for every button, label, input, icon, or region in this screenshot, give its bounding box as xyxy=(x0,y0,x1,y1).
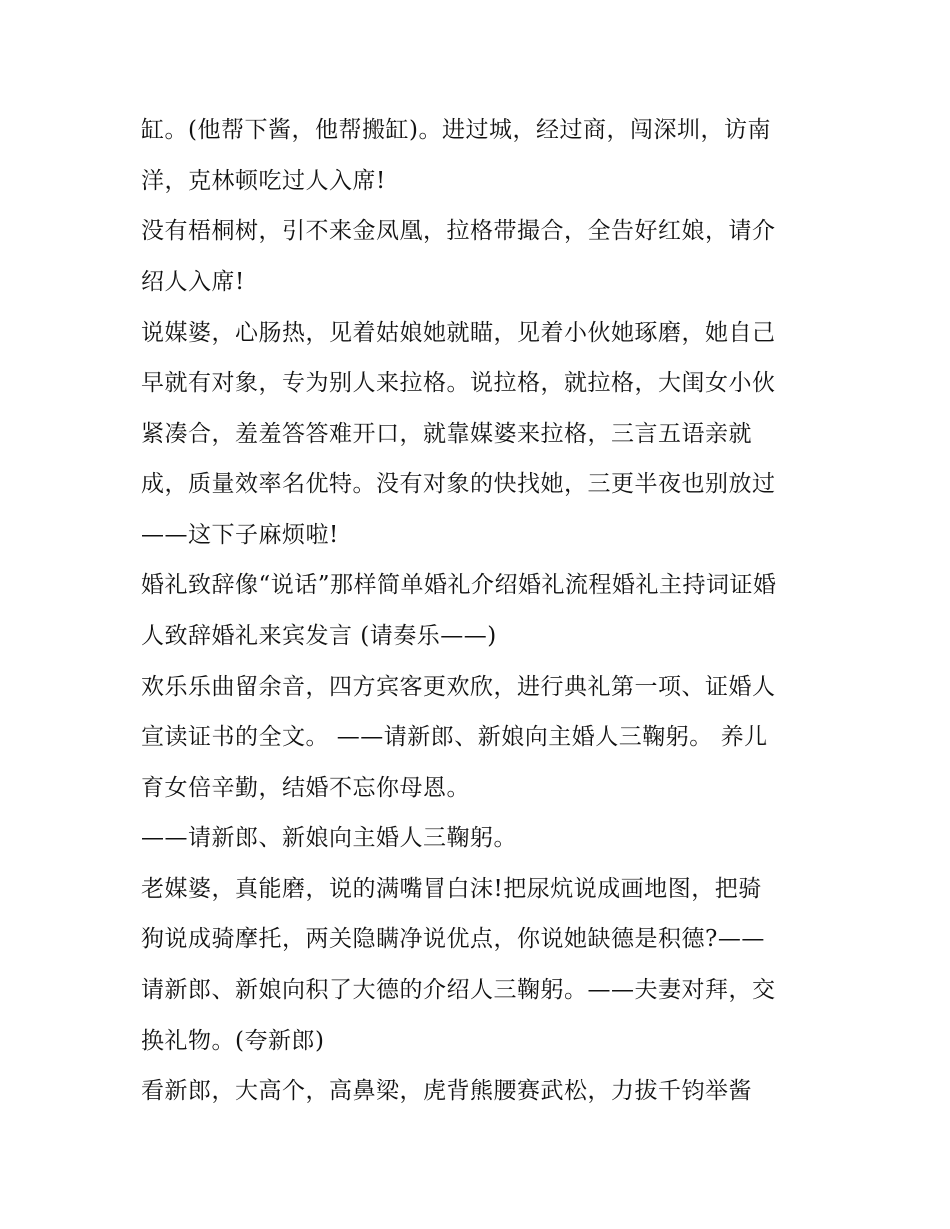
text-line: 换礼物。(夸新郎) xyxy=(141,1028,325,1054)
text-line: 狗说成骑摩托，两关隐瞒净说优点，你说她缺德是积德?—— xyxy=(141,926,765,952)
text-line: 没有梧桐树，引不来金凤凰，拉格带撮合，全告好红娘，请介 xyxy=(141,218,776,244)
text-line: ——请新郎、新娘向主婚人三鞠躬。 xyxy=(141,825,517,851)
text-line: 成，质量效率名优特。没有对象的快找她，三更半夜也别放过 xyxy=(141,471,776,497)
text-line: 人致辞婚礼来宾发言 (请奏乐——) xyxy=(141,623,497,649)
text-line: 老媒婆，真能磨，说的满嘴冒白沫!把尿炕说成画地图，把骑 xyxy=(141,876,762,902)
text-line: 婚礼致辞像“说话”那样简单婚礼介绍婚礼流程婚礼主持词证婚 xyxy=(141,572,777,598)
text-line: 宣读证书的全文。 ——请新郎、新娘向主婚人三鞠躬。 养儿 xyxy=(141,724,768,750)
text-line: 绍人入席! xyxy=(141,269,245,295)
text-line: 早就有对象，专为别人来拉格。说拉格，就拉格，大闺女小伙 xyxy=(141,370,776,396)
text-line: 紧凑合，羞羞答答难开口，就靠媒婆来拉格，三言五语亲就 xyxy=(141,421,752,447)
text-line: 育女倍辛勤，结婚不忘你母恩。 xyxy=(141,775,470,801)
text-line: 说媒婆，心肠热，见着姑娘她就瞄，见着小伙她琢磨，她自己 xyxy=(141,320,776,346)
text-line: 洋，克林顿吃过人入席! xyxy=(141,168,386,194)
text-line: 看新郎，大高个，高鼻梁，虎背熊腰赛武松，力拔千钧举酱 xyxy=(141,1078,752,1104)
text-line: ——这下子麻烦啦! xyxy=(141,522,339,548)
text-line: 缸。(他帮下酱，他帮搬缸)。进过城，经过商，闯深圳，访南 xyxy=(141,117,771,143)
text-line: 请新郎、新娘向积了大德的介绍人三鞠躬。——夫妻对拜，交 xyxy=(141,977,776,1003)
text-line: 欢乐乐曲留余音，四方宾客更欢欣，进行典礼第一项、证婚人 xyxy=(141,674,776,700)
